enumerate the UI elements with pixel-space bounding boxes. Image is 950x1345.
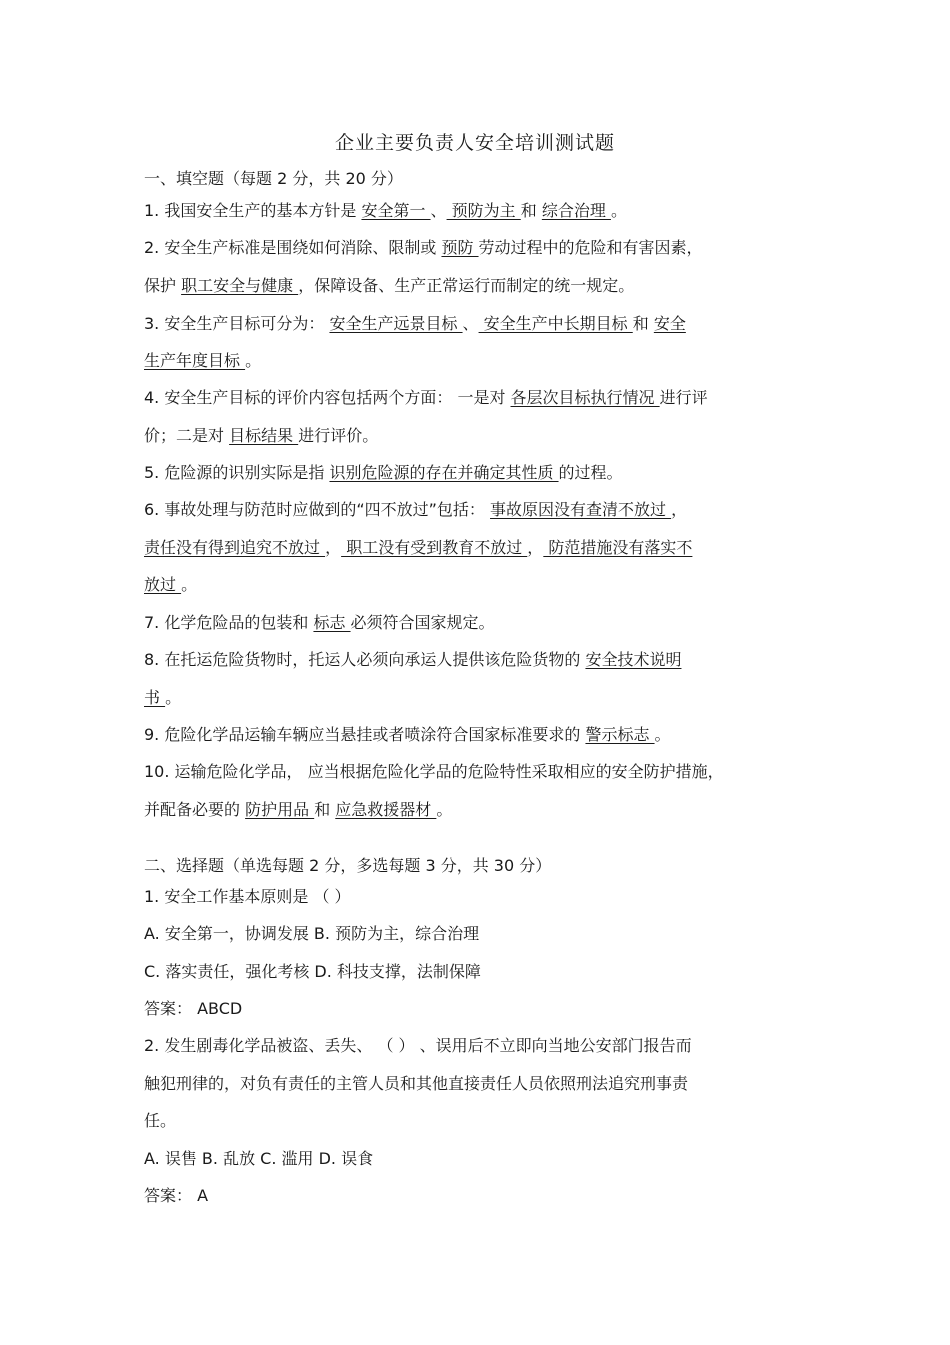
q5-line: 5. 危险源的识别实际是指 识别危险源的存在并确定其性质 的过程。 — [144, 463, 623, 482]
q3-line2: 生产年度目标 。 — [144, 351, 262, 370]
mc1-options-cd: C. 落实责任，强化考核 D. 科技支撑，法制保障 — [144, 962, 481, 981]
blank-answer: 生产年度目标 — [144, 351, 246, 370]
blank-answer: 预防为主 — [446, 201, 521, 220]
blank-answer: 安全第一 — [361, 201, 431, 220]
section1-heading: 一、填空题（每题 2 分，共 20 分） — [144, 169, 403, 188]
q10-line2: 并配备必要的 防护用品 和 应急救援器材 。 — [144, 800, 453, 819]
q6-line3: 放过 。 — [144, 575, 198, 594]
blank-answer: 目标结果 — [229, 426, 299, 445]
blank-answer: 职工没有受到教育不放过 — [341, 538, 528, 557]
blank-answer: 安全技术说明 — [585, 650, 682, 669]
mc1-answer: 答案： ABCD — [144, 999, 243, 1018]
q8-line2: 书 。 — [144, 688, 182, 707]
blank-answer: 责任没有得到追究不放过 — [144, 538, 326, 557]
q10-line1: 10. 运输危险化学品， 应当根据危险化学品的危险特性采取相应的安全防护措施， — [144, 762, 724, 781]
blank-answer: 综合治理 — [541, 201, 611, 220]
blank-answer: 识别危险源的存在并确定其性质 — [329, 463, 559, 482]
blank-answer: 书 — [144, 688, 166, 707]
mc1-options-ab: A. 安全第一，协调发展 B. 预防为主，综合治理 — [144, 924, 480, 943]
blank-answer: 各层次目标执行情况 — [510, 388, 660, 407]
mc1-stem: 1. 安全工作基本原则是 （ ） — [144, 887, 351, 906]
blank-answer: 预防 — [441, 238, 479, 257]
q2-line2: 保护 职工安全与健康 ，保障设备、生产正常运行而制定的统一规定。 — [144, 276, 635, 295]
mc2-answer: 答案： A — [144, 1186, 209, 1205]
blank-answer: 安全生产远景目标 — [329, 314, 463, 333]
q1-line: 1. 我国安全生产的基本方针是 安全第一 、 预防为主 和 综合治理 。 — [144, 201, 627, 220]
blank-answer: 应急救援器材 — [335, 800, 437, 819]
q6-line1: 6. 事故处理与防范时应做到的“四不放过”包括： 事故原因没有查清不放过 ， — [144, 500, 688, 519]
mc2-options: A. 误售 B. 乱放 C. 滥用 D. 误食 — [144, 1149, 374, 1168]
mc2-stem-line1: 2. 发生剧毒化学品被盗、丢失、 （ ） 、误用后不立即向当地公安部门报告而 — [144, 1036, 692, 1055]
section2-heading: 二、选择题（单选每题 2 分，多选每题 3 分，共 30 分） — [144, 856, 552, 875]
blank-answer: 职工安全与健康 — [181, 276, 299, 295]
blank-answer: 安全 — [653, 314, 686, 333]
mc2-stem-line3: 任。 — [144, 1111, 177, 1130]
q8-line1: 8. 在托运危险货物时，托运人必须向承运人提供该危险货物的 安全技术说明 — [144, 650, 682, 669]
blank-answer: 防护用品 — [245, 800, 315, 819]
q7-line: 7. 化学危险品的包装和 标志 必须符合国家规定。 — [144, 613, 495, 632]
blank-answer: 安全生产中长期目标 — [478, 314, 633, 333]
q3-line1: 3. 安全生产目标可分为： 安全生产远景目标 、 安全生产中长期目标 和 安全 — [144, 314, 686, 333]
blank-answer: 警示标志 — [585, 725, 655, 744]
blank-answer: 放过 — [144, 575, 182, 594]
q6-line2: 责任没有得到追究不放过 ， 职工没有受到教育不放过 ， 防范措施没有落实不 — [144, 538, 693, 557]
mc2-stem-line2: 触犯刑律的，对负有责任的主管人员和其他直接责任人员依照刑法追究刑事责 — [144, 1074, 689, 1093]
blank-answer: 防范措施没有落实不 — [543, 538, 693, 557]
q4-line1: 4. 安全生产目标的评价内容包括两个方面： 一是对 各层次目标执行情况 进行评 — [144, 388, 708, 407]
q4-line2: 价；二是对 目标结果 进行评价。 — [144, 426, 379, 445]
blank-answer: 标志 — [313, 613, 351, 632]
page-title: 企业主要负责人安全培训测试题 — [334, 132, 615, 154]
q9-line: 9. 危险化学品运输车辆应当悬挂或者喷涂符合国家标准要求的 警示标志 。 — [144, 725, 671, 744]
blank-answer: 事故原因没有查清不放过 — [490, 500, 672, 519]
q2-line1: 2. 安全生产标准是围绕如何消除、限制或 预防 劳动过程中的危险和有害因素， — [144, 238, 703, 257]
